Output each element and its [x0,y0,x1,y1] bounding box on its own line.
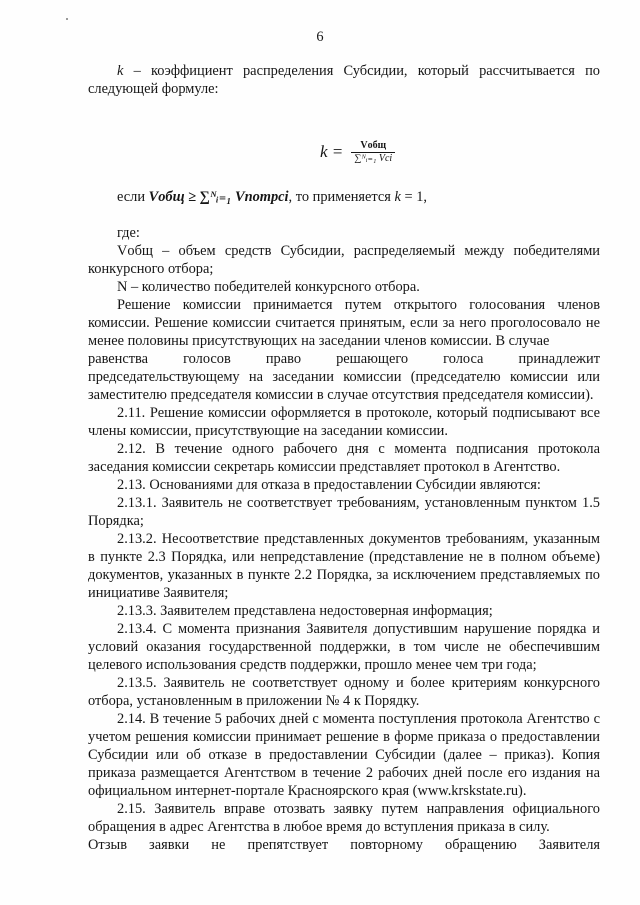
definition-vobsh: Vобщ – объем средств Субсидии, распределяемый между победителями конкурсного отбора; [88,243,600,277]
document-body [88,62,600,854]
scan-speck [66,18,68,20]
condition-k: k [394,189,401,205]
paragraph-2-12: 2.12. В течение одного рабочего дня с момента подписания протокола заседания комиссии секретарь комиссии представляет протокол в Агентство. [88,441,600,475]
k-symbol: k [117,63,124,79]
decision-paragraph-line1: Решение комиссии принимается путем открытого голосования членов [117,297,600,313]
definition-n: N – количество победителей конкурсного отбора. [117,279,420,295]
formula-lhs: k = [320,142,344,161]
condition-after: , то применяется [288,189,395,205]
paragraph-2-13-3: 2.13.3. Заявителем представлена недостоверная информация; [117,603,493,619]
page-number: 6 [316,29,324,45]
decision-paragraph-equal: равенства голосов право решающего голоса принадлежит [88,351,600,367]
paragraph-2-13-5: 2.13.5. Заявитель не соответствует одному и более критериям конкурсного отбора, установленным в приложении № 4 к Порядку. [88,675,600,709]
condition-before: если [117,189,149,205]
decision-paragraph-body: комиссии. Решение комиссии считается принятым, если за него проголосовало не менее половины присутствующих на заседании членов комиссии. В случае [88,315,600,349]
condition-line [88,188,600,206]
where-label: где: [117,225,140,241]
condition-value: = 1, [400,189,428,205]
intro-text: – коэффициент распределения Субсидии, который рассчитывается по следующей формуле: [88,63,600,97]
paragraph-2-13: 2.13. Основаниями для отказа в предоставлении Субсидии являются: [117,477,541,493]
paragraph-2-15-last-line: Отзыв заявки не препятствует повторному обращению Заявителя [88,837,600,853]
k-formula [88,132,600,172]
paragraph-2-14: 2.14. В течение 5 рабочих дней с момента поступления протокола Агентство с учетом решения комиссии принимает решение в форме приказа о предоставлении Субсидии или об отказе в предоставлении Субсидии (далее – приказ). Копия приказа размещается Агентством в течение 2 рабочих дней после его издания на официальном интернет-портале Красноярского края (www.krskstate.ru). [88,711,600,799]
paragraph-2-13-1: 2.13.1. Заявитель не соответствует требованиям, установленным пунктом 1.5 Порядка; [88,495,600,529]
paragraph-2-13-4: 2.13.4. С момента признания Заявителя допустившим нарушение порядка и условий оказания государственной поддержки, в том числе не обеспечившим целевого использования средств поддержки, прошло менее чем три года; [88,621,600,673]
formula-numerator: Vобщ [360,139,387,151]
formula-denominator: ∑ᴺᵢ₌₁ Vci [351,152,395,165]
decision-paragraph-tail: председательствующему на заседании комиссии (председателю комиссии или заместителю председателя комиссии в случае отсутствия председателя комиссии). [88,369,600,403]
paragraph-2-11: 2.11. Решение комиссии оформляется в протоколе, который подписывают все члены комиссии, присутствующие на заседании комиссии. [88,405,600,439]
condition-expression: Vобщ ≥ ∑ᴺᵢ₌₁ Vпотрсi [148,189,289,205]
paragraph-2-15: 2.15. Заявитель вправе отозвать заявку путем направления официального обращения в адрес Агентства в любое время до вступления приказа в силу. [88,801,600,835]
paragraph-2-13-2: 2.13.2. Несоответствие представленных документов требованиям, указанным в пункте 2.3 Порядка, или непредставление (представление не в полном объеме) документов, указанных в пункте 2.2 Порядка, за исключением представляемых по инициативе Заявителя; [88,531,600,601]
formula-fraction [351,140,395,165]
intro-paragraph [88,62,600,98]
